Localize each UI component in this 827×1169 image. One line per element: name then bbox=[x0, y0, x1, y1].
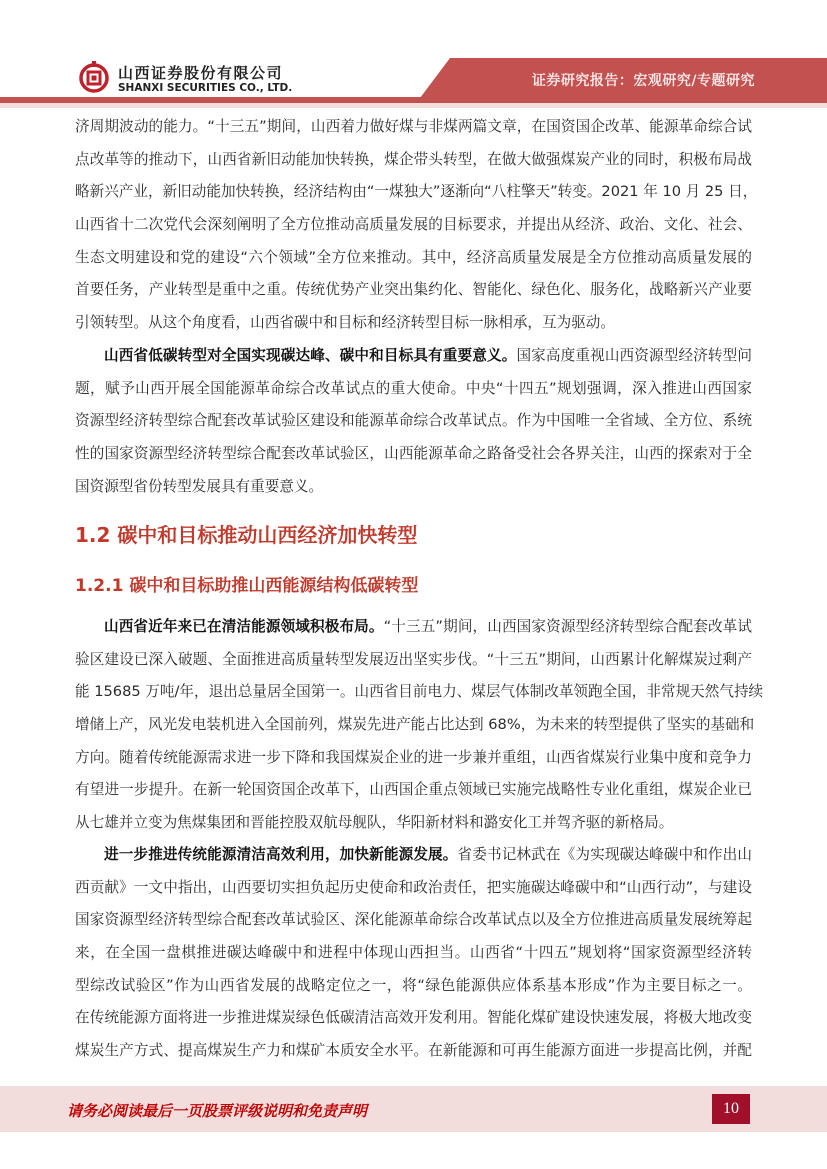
text-line: 济周期波动的能力。“十三五”期间，山西着力做好煤与非煤两篇文章，在国资国企改革、能源革命综合试 bbox=[75, 118, 752, 135]
text-line: 来，在全国一盘棋推进碳达峰碳中和进程中体现山西担当。山西省“十四五”规划将“国家资源型经济转 bbox=[75, 944, 752, 962]
paragraph-3 bbox=[75, 611, 764, 840]
text-line: 国家资源型经济转型综合配套改革试验区、深化能源革命综合改革试点以及全方位推进高质量发展统筹起 bbox=[75, 911, 752, 929]
text-run: 省委书记林武在《为实现碳达峰碳中和作出山 bbox=[457, 846, 752, 863]
company-logo-icon bbox=[79, 61, 109, 93]
text-line: 有望进一步提升。在新一轮国资国企改革下，山西国企重点领域已实施完战略性专业化重组，煤炭企业已 bbox=[75, 781, 752, 799]
text-line: 性的国家资源型经济转型综合配套改革试验区，山西能源革命之路备受社会各界关注，山西的探索对于全 bbox=[75, 445, 752, 463]
header-divider-light bbox=[0, 103, 827, 108]
subsection-heading: 1.2.1 碳中和目标助推山西能源结构低碳转型 bbox=[75, 576, 419, 596]
paragraph-lead: 进一步推进传统能源清洁高效利用，加快新能源发展。 bbox=[104, 846, 458, 863]
disclaimer-notice: 请务必阅读最后一页股票评级说明和免责声明 bbox=[67, 1102, 368, 1120]
text-line: 能 15685 万吨/年，退出总量居全国第一。山西省目前电力、煤层气体制改革领跑全国，非常规天然气持续 bbox=[75, 683, 764, 701]
company-name-en: SHANXI SECURITIES CO., LTD. bbox=[118, 82, 293, 94]
text-line: 题，赋予山西开展全国能源革命综合改革试点的重大使命。中央“十四五”规划强调，深入推进山西国家 bbox=[75, 379, 752, 397]
text-line: 方向。随着传统能源需求进一步下降和我国煤炭企业的进一步兼并重组，山西省煤炭行业集中度和竞争力 bbox=[75, 748, 752, 766]
paragraph-lead: 山西省低碳转型对全国实现碳达峰、碳中和目标具有重要意义。 bbox=[104, 347, 517, 364]
text-run: 国家高度重视山西资源型经济转型问 bbox=[516, 347, 752, 364]
text-line: 生态文明建设和党的建设“六个领域”全方位来推动。其中，经济高质量发展是全方位推动高质量发展的 bbox=[75, 248, 752, 266]
paragraph-4 bbox=[75, 839, 752, 1068]
text-line: 增储上产，风光发电装机进入全国前列，煤炭先进产能占比达到 68%，为未来的转型提供了坚实的基础和 bbox=[75, 716, 755, 734]
text-line: 型综改试验区”作为山西省发展的战略定位之一，将“绿色能源供应体系基本形成”作为主要目标之一。 bbox=[75, 976, 752, 994]
page-number: 10 bbox=[712, 1094, 750, 1124]
report-type: 证券研究报告：宏观研究/专题研究 bbox=[531, 73, 755, 89]
text-line: 验区建设已深入破题、全面推进高质量转型发展迈出坚实步伐。“十三五”期间，山西累计化解煤炭过剩产 bbox=[75, 650, 752, 668]
text-line bbox=[75, 340, 752, 373]
text-line: 在传统能源方面将进一步推进煤炭绿色低碳清洁高效开发利用。智能化煤矿建设快速发展，将极大地改变 bbox=[75, 1009, 752, 1027]
text-line: 国资源型省份转型发展具有重要意义。 bbox=[75, 477, 324, 495]
company-name-cn: 山西证券股份有限公司 bbox=[118, 64, 284, 82]
text-line: 西贡献》一文中指出，山西要切实担负起历史使命和政治责任，把实施碳达峰碳中和“山西行动”，与建设 bbox=[75, 878, 752, 896]
text-line: 点改革等的推动下，山西省新旧动能加快转换，煤企带头转型，在做大做强煤炭产业的同时，积极布局战 bbox=[75, 150, 752, 168]
text-line: 略新兴产业，新旧动能加快转换，经济结构由“一煤独大”逐渐向“八柱擎天”转变。2021 年 10 月 25 日， bbox=[75, 183, 758, 201]
text-line: 引领转型。从这个角度看，山西省碳中和目标和经济转型目标一脉相承，互为驱动。 bbox=[75, 314, 615, 332]
text-line: 从七雄并立变为焦煤集团和晋能控股双航母舰队，华阳新材料和潞安化工并驾齐驱的新格局。 bbox=[75, 814, 674, 832]
text-run: “十三五”期间，山西国家资源型经济转型综合配套改革试 bbox=[383, 618, 752, 635]
text-line bbox=[75, 611, 752, 644]
paragraph-lead: 山西省近年来已在清洁能源领域积极布局。 bbox=[104, 618, 384, 635]
text-line: 山西省十二次党代会深刻阐明了全方位推动高质量发展的目标要求，并提出从经济、政治、文化、社会、 bbox=[75, 216, 752, 234]
paragraph-2 bbox=[75, 340, 752, 503]
text-line: 资源型经济转型综合配套改革试验区建设和能源革命综合改革试点。作为中国唯一全省域、全方位、系统 bbox=[75, 412, 752, 430]
paragraph-1 bbox=[75, 111, 758, 340]
text-line bbox=[75, 839, 752, 872]
text-line: 首要任务，产业转型是重中之重。传统优势产业突出集约化、智能化、绿色化、服务化，战略新兴产业要 bbox=[75, 281, 752, 299]
text-line: 煤炭生产方式、提高煤炭生产力和煤矿本质安全水平。在新能源和可再生能源方面进一步提高比例，并配 bbox=[75, 1042, 752, 1060]
section-heading: 1.2 碳中和目标推动山西经济加快转型 bbox=[75, 523, 418, 547]
